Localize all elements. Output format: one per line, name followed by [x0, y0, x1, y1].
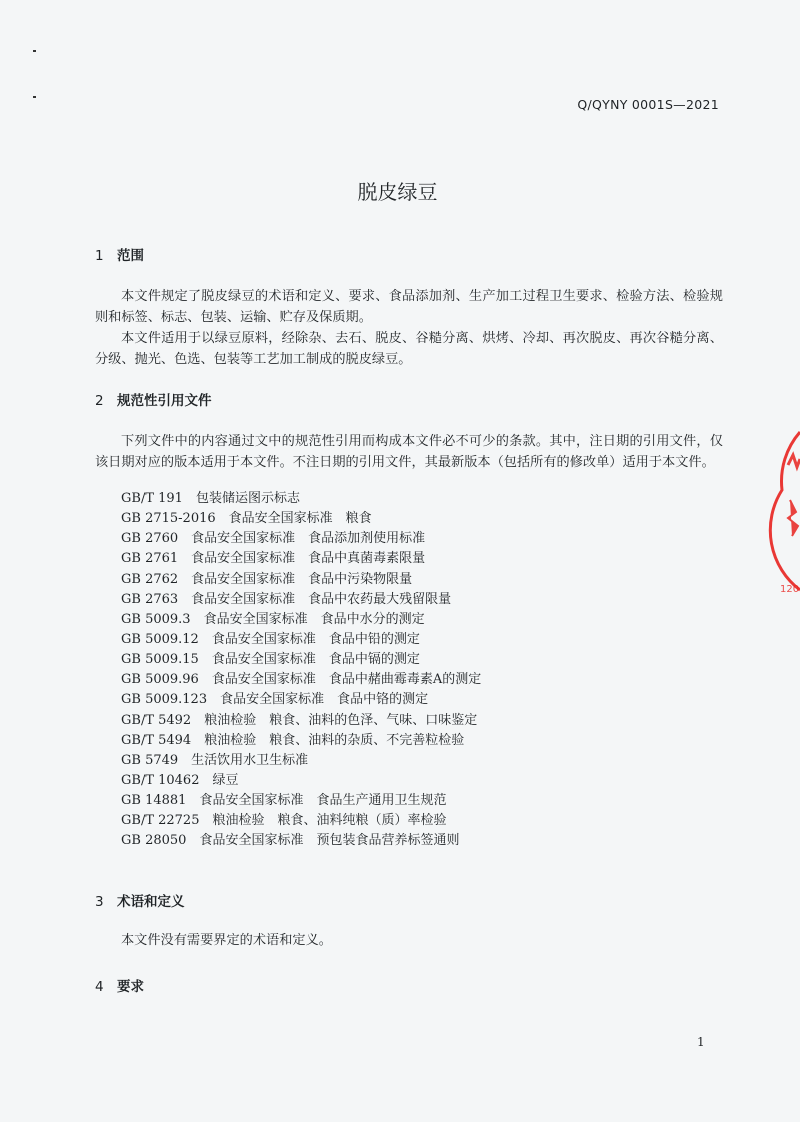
document-title: 脱皮绿豆	[357, 180, 438, 204]
reference-title: 食品安全国家标准 食品中水分的测定	[203, 611, 425, 627]
reference-code: GB 5009.3	[121, 611, 191, 627]
reference-list	[121, 489, 481, 852]
spacer	[178, 531, 191, 546]
spacer	[216, 511, 229, 526]
reference-title: 食品安全国家标准 食品中污染物限量	[191, 571, 413, 587]
spacer	[191, 612, 204, 627]
section-heading-terms	[95, 890, 185, 910]
spacer	[199, 773, 212, 788]
spacer	[178, 551, 191, 566]
paragraph-scope-2: 本文件适用于以绿豆原料，经除杂、去石、脱皮、谷糙分离、烘烤、冷却、再次脱皮、再次谷糙分离、分级、抛光、色选、包装等工艺加工制成的脱皮绿豆。	[95, 331, 723, 367]
reference-title: 食品安全国家标准 食品中真菌毒素限量	[191, 551, 426, 567]
reference-title: 粮油检验 粮食、油料的色泽、气味、口味鉴定	[204, 712, 478, 728]
spacer	[191, 713, 204, 728]
spacer	[207, 692, 220, 707]
reference-title: 粮油检验 粮食、油料纯粮（质）率检验	[212, 813, 447, 829]
reference-title: 粮油检验 粮食、油料的杂质、不完善粒检验	[204, 732, 465, 748]
paragraph-references-intro: 下列文件中的内容通过文中的规范性引用而构成本文件必不可少的条款。其中，注日期的引用文件，仅该日期对应的版本适用于本文件。不注日期的引用文件，其最新版本（包括所有的修改单）适用于本文件。	[95, 434, 723, 470]
reference-code: GB/T 5494	[121, 732, 192, 748]
red-seal-stamp	[760, 430, 800, 600]
section-heading-normative-references	[95, 389, 212, 409]
reference-code: GB 2760	[121, 531, 179, 547]
section-number: 3	[95, 894, 104, 910]
scan-mark	[33, 96, 36, 98]
reference-code: GB/T 191	[121, 491, 183, 506]
reference-code: GB 5009.123	[121, 692, 208, 708]
reference-code: GB 2715-2016	[121, 511, 216, 527]
reference-item	[121, 711, 481, 731]
reference-item	[121, 690, 481, 710]
reference-item	[121, 590, 481, 610]
reference-code: GB 2763	[121, 591, 179, 607]
reference-title: 食品安全国家标准 粮食	[228, 511, 372, 527]
reference-title: 包装储运图示标志	[195, 491, 300, 506]
reference-code: GB 2762	[121, 571, 179, 587]
reference-code: GB 28050	[121, 833, 187, 849]
reference-title: 食品安全国家标准 食品添加剂使用标准	[191, 531, 426, 547]
reference-item	[121, 650, 481, 670]
section-number: 2	[95, 393, 104, 409]
section-number: 1	[95, 248, 104, 264]
spacer	[199, 672, 212, 687]
reference-item	[121, 630, 481, 650]
spacer	[199, 813, 212, 828]
spacer	[191, 733, 204, 748]
reference-title: 生活饮用水卫生标准	[191, 752, 309, 768]
reference-code: GB 14881	[121, 793, 187, 809]
section-title: 规范性引用文件	[117, 393, 212, 409]
reference-item	[121, 771, 481, 791]
reference-code: GB 5009.15	[121, 652, 199, 668]
section-title: 术语和定义	[117, 894, 185, 910]
spacer	[183, 491, 196, 506]
reference-item	[121, 731, 481, 751]
spacer	[186, 793, 199, 808]
page-number: 1	[697, 1035, 705, 1049]
paragraph-terms: 本文件没有需要界定的术语和定义。	[121, 933, 332, 948]
reference-title: 食品安全国家标准 食品中赭曲霉毒素A的测定	[211, 672, 482, 688]
reference-title: 食品安全国家标准 食品中铅的测定	[211, 631, 420, 647]
section-number: 4	[95, 979, 104, 995]
reference-title: 食品安全国家标准 食品中铬的测定	[220, 692, 429, 708]
section-heading-requirements	[95, 975, 144, 995]
reference-item	[121, 610, 481, 630]
spacer	[178, 592, 191, 607]
svg-text:120: 120	[780, 584, 800, 595]
reference-code: GB 5009.96	[121, 672, 199, 688]
reference-code: GB 2761	[121, 551, 179, 567]
reference-code: GB/T 10462	[121, 772, 200, 788]
spacer	[178, 572, 191, 587]
scan-mark	[33, 50, 36, 52]
reference-item	[121, 670, 481, 690]
reference-title: 食品安全国家标准 食品中镉的测定	[211, 652, 420, 668]
reference-code: GB 5009.12	[121, 631, 199, 647]
reference-item	[121, 570, 481, 590]
reference-title: 绿豆	[212, 772, 239, 788]
reference-item	[121, 831, 481, 851]
reference-code: GB/T 5492	[121, 712, 192, 728]
reference-code: GB/T 22725	[121, 813, 200, 829]
section-title: 范围	[117, 248, 144, 264]
reference-item	[121, 751, 481, 771]
reference-code: GB 5749	[121, 752, 179, 768]
document-code: Q/QYNY 0001S—2021	[577, 97, 719, 112]
spacer	[178, 753, 191, 768]
reference-item	[121, 791, 481, 811]
spacer	[186, 833, 199, 848]
section-heading-scope	[95, 244, 144, 264]
reference-title: 食品安全国家标准 食品生产通用卫生规范	[199, 793, 447, 809]
spacer	[199, 652, 212, 667]
spacer	[199, 632, 212, 647]
paragraph-scope-1: 本文件规定了脱皮绿豆的术语和定义、要求、食品添加剂、生产加工过程卫生要求、检验方法、检验规则和标签、标志、包装、运输、贮存及保质期。	[95, 289, 723, 325]
reference-title: 食品安全国家标准 食品中农药最大残留限量	[191, 591, 452, 607]
reference-item	[121, 489, 481, 509]
reference-item	[121, 509, 481, 529]
reference-item	[121, 811, 481, 831]
section-title: 要求	[117, 979, 144, 995]
reference-item	[121, 529, 481, 549]
reference-title: 食品安全国家标准 预包装食品营养标签通则	[199, 833, 460, 849]
reference-item	[121, 549, 481, 569]
